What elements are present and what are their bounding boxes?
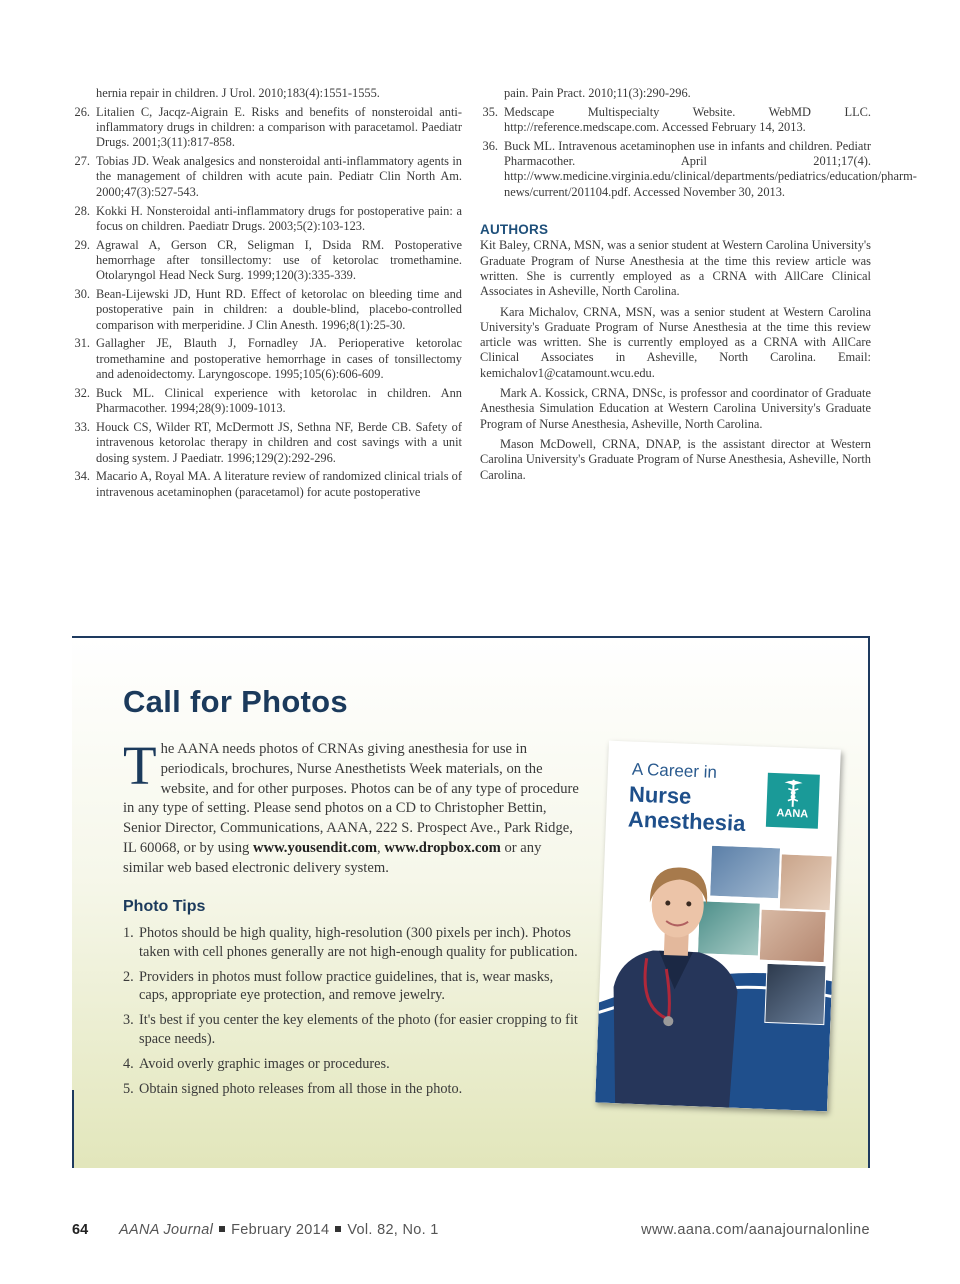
photo-tips-list: [123, 924, 585, 1105]
dropcap-letter: T: [123, 735, 157, 796]
reference-text: Houck CS, Wilder RT, McDermott JS, Sethna NF, Berde CB. Safety of intravenous ketorolac therapy in children and cost savings with a unit dosing system. J Paediatr. 1996;129(2):292-296.: [96, 419, 462, 465]
yousendit-link[interactable]: www.yousendit.com: [252, 839, 378, 856]
intro-text-2: or any similar web based electronic delivery system.: [123, 839, 542, 876]
journal-url-link[interactable]: www.aana.com/aanajournalonline: [641, 1222, 870, 1238]
reference-text: Buck ML. Clinical experience with ketorolac in children. Ann Pharmacother. 1994;28(9):1009-1013.: [96, 385, 462, 416]
reference-number: 34.: [74, 469, 90, 484]
reference-number: 27.: [74, 154, 90, 169]
page-footer: [72, 1222, 870, 1242]
photo-tips-heading: Photo Tips: [123, 898, 206, 915]
reference-text: Medscape Multispecialty Website. WebMD LLC. http://reference.medscape.com. Accessed February 14, 2013.: [504, 104, 871, 135]
separator-square-icon: [219, 1226, 225, 1232]
photo-tip-number: 2.: [123, 968, 134, 985]
reference-number: 33.: [74, 419, 90, 434]
call-for-photos-intro: [123, 735, 585, 879]
journal-citation: [119, 1222, 439, 1238]
photo-tip-item: [123, 1080, 585, 1099]
collage-photo-5: [764, 963, 826, 1025]
reference-text: Bean-Lijewski JD, Hunt RD. Effect of ketorolac on bleeding time and postoperative pain in children: a double-blind, placebo-controlled comparison with merperidine. J Clin Anesth. 1996;8(1):25-30.: [96, 287, 462, 332]
photo-tip-number: 5.: [123, 1080, 134, 1097]
reference-text: Agrawal A, Gerson CR, Seligman I, Dsida RM. Postoperative hemorrhage after tonsillectomy: use of ketorolac tromethamine. Otolaryngol Head Neck Surg. 1999;120(3):335-339.: [96, 237, 462, 283]
author-bio-mcdowell: Mason McDowell, CRNA, DNAP, is the assistant director at Western Carolina University's Graduate Program of Nurse Anesthesia, Asheville, North Carolina.: [480, 436, 871, 482]
photo-tip-item: [123, 1055, 585, 1074]
reference-number: 32.: [74, 385, 90, 400]
reference-number: 28.: [74, 203, 90, 218]
call-for-photos-title: Call for Photos: [123, 684, 348, 719]
nurse-illustration: [595, 837, 755, 1109]
reference-item: [72, 386, 462, 417]
reference-item: [72, 86, 462, 101]
reference-text: Buck ML. Intravenous acetaminophen use in infants and children. Pediatr Pharmacother. April 2011;17(4). http://www.medicine.virginia.edu/clinical/departments/pediatrics/education/pharm-news/current/201104.pdf. Accessed November 30, 2013.: [504, 138, 917, 199]
reference-item: [72, 204, 462, 235]
photo-tip-item: [123, 968, 585, 1005]
page-number: 64: [72, 1222, 89, 1238]
photo-tip-number: 1.: [123, 925, 134, 941]
brochure-cover-image: [595, 741, 841, 1112]
photo-tip-text: It's best if you center the key elements of the photo (for easier cropping to fit space needs).: [139, 1012, 578, 1047]
references-right-list: [480, 86, 917, 200]
reference-item: [480, 105, 871, 136]
photo-tip-text: Obtain signed photo releases from all those in the photo.: [139, 1080, 463, 1097]
reference-text: Litalien C, Jacqz-Aigrain E. Risks and benefits of nonsteroidal anti-inflammatory drugs in children: a comparison with paracetamol. Paediatr Drugs. 2001;3(11):817-858.: [96, 104, 462, 150]
aana-logo-text: AANA: [776, 807, 809, 821]
reference-number: 30.: [74, 287, 90, 302]
reference-number: 29.: [74, 237, 90, 252]
reference-item: [72, 238, 462, 284]
aana-logo: [766, 773, 820, 829]
reference-number: 26.: [74, 104, 90, 119]
separator-square-icon: [335, 1226, 341, 1232]
box-left-rule: [72, 1090, 74, 1168]
reference-item: [480, 86, 871, 101]
issue-date: February 2014: [231, 1222, 330, 1238]
authors-heading: AUTHORS: [480, 222, 549, 238]
photo-tip-item: [123, 924, 585, 961]
photo-tip-text: Photos should be high quality, high-resolution (300 pixels per inch). Photos taken with cell phones generally are not high-enough quality for publication.: [139, 925, 578, 960]
reference-text: Kokki H. Nonsteroidal anti-inflammatory drugs for postoperative pain: a focus on children. Paediatr Drugs. 2003;5(2):103-123.: [96, 203, 462, 233]
link-separator: ,: [377, 839, 385, 856]
author-bio-kossick: Mark A. Kossick, CRNA, DNSc, is professor and coordinator of Graduate Anesthesia Simulation Education at Western Carolina University's Graduate Program of Nurse Anesthesia, Asheville, North Carolina.: [480, 386, 871, 431]
author-bio-baley: Kit Baley, CRNA, MSN, was a senior student at Western Carolina University's Graduate Program of Nurse Anesthesia at the time this review article was written. She is currently employed as a CRNA with AllCare Clinical Associates in Asheville, North Carolina.: [480, 238, 871, 299]
box-right-rule: [868, 636, 870, 1168]
brochure-title-line3: Anesthesia: [627, 806, 746, 836]
author-bio-michalov: Kara Michalov, CRNA, MSN, was a senior student at Western Carolina University's Graduate Program of Nurse Anesthesia at the time this review article was written. She is currently employed as a CRNA with AllCare Clinical Associates in Asheville, North Carolina. Email: kemichalov1@catamount.wcu.edu.: [480, 304, 871, 380]
dropbox-link[interactable]: www.dropbox.com: [384, 839, 501, 856]
references-right-column: [480, 86, 917, 488]
collage-photo-4: [759, 909, 827, 963]
caduceus-icon: [781, 777, 806, 808]
reference-item: [480, 138, 917, 200]
journal-name: AANA Journal: [119, 1222, 214, 1238]
reference-item: [72, 154, 462, 200]
intro-text-1: he AANA needs photos of CRNAs giving anesthesia for use in periodicals, brochures, Nurse Anesthetists Week materials, on the website, and for other purposes. Photos can be of any type of procedure in any type of setting. Please send photos on a CD to Christopher Bettin, Senior Director, Communications, AANA, 222 S. Prospect Ave., Park Ridge, IL 60068, or by using: [123, 741, 579, 856]
reference-text: hernia repair in children. J Urol. 2010;183(4):1551-1555.: [96, 86, 380, 100]
reference-item: [72, 336, 462, 382]
photo-tip-item: [123, 1011, 585, 1048]
brochure-title-line2: Nurse: [628, 781, 692, 809]
photo-tip-number: 4.: [123, 1055, 134, 1072]
collage-photo-2: [779, 853, 833, 911]
reference-text: Macario A, Royal MA. A literature review of randomized clinical trials of intravenous acetaminophen (paracetamol) for acute postoperative: [96, 469, 462, 499]
reference-text: Tobias JD. Weak analgesics and nonsteroidal anti-inflammatory agents in the management of children with acute pain. Pediatr Clin North Am. 2000;47(3):527-543.: [96, 154, 462, 199]
references-left-column: [72, 86, 462, 503]
reference-number: 31.: [74, 336, 90, 351]
reference-item: [72, 105, 462, 151]
volume-issue: Vol. 82, No. 1: [347, 1222, 439, 1238]
reference-text: pain. Pain Pract. 2010;11(3):290-296.: [504, 86, 691, 100]
reference-item: [72, 469, 462, 500]
reference-text: Gallagher JE, Blauth J, Fornadley JA. Perioperative ketorolac tromethamine and postoperative hemorrhage in cases of tonsillectomy and adenoidectomy. Laryngoscope. 1995;105(6):606-609.: [96, 336, 462, 382]
photo-tip-number: 3.: [123, 1012, 134, 1028]
photo-tip-text: Avoid overly graphic images or procedures.: [139, 1055, 390, 1072]
reference-item: [72, 287, 462, 333]
photo-tip-text: Providers in photos must follow practice guidelines, that is, wear masks, caps, appropriate eye protection, and remove jewelry.: [139, 968, 554, 1003]
box-top-rule: [72, 636, 870, 638]
reference-number: 35.: [482, 104, 498, 119]
brochure-title-line1: A Career in: [631, 759, 718, 782]
reference-number: 36.: [482, 138, 498, 153]
reference-item: [72, 420, 462, 466]
